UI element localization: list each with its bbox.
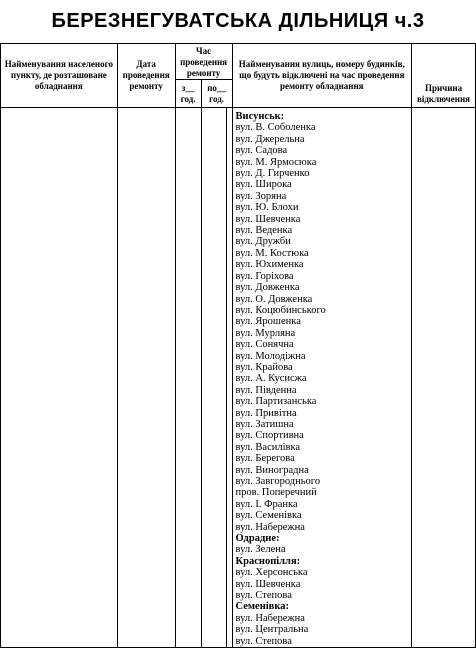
street-item: вул. Виноградна: [235, 464, 309, 476]
street-item: вул. Спортивна: [235, 430, 304, 442]
cell-reason: [412, 108, 476, 648]
header-reason: Причина відключення: [412, 68, 476, 108]
street-item: вул. І. Франка: [235, 498, 298, 510]
street-item: вул. Коцюбинського: [235, 304, 326, 316]
street-item: вул. А. Кусисжа: [235, 373, 307, 385]
village-heading: Семенівка:: [235, 601, 289, 613]
street-item: вул. Джерельна: [235, 133, 305, 145]
street-item: вул. Садова: [235, 145, 288, 157]
header-from: з__ год.: [175, 80, 201, 108]
street-item: вул. М. Ярмосюка: [235, 156, 317, 168]
cell-date: [117, 108, 175, 648]
village-heading: Одрадне:: [235, 533, 280, 545]
street-item: вул. Привітна: [235, 407, 297, 419]
street-item: вул. Ярошенка: [235, 316, 301, 328]
header-date: Дата проведення ремонту: [117, 44, 175, 108]
street-item: вул. Василівка: [235, 441, 301, 453]
street-item: пров. Поперечний: [235, 487, 317, 499]
street-item: вул. Завгороднього: [235, 476, 321, 487]
cell-to: [201, 108, 226, 648]
street-item: вул. Берегова: [235, 453, 295, 465]
street-item: вул. Партизанська: [235, 396, 317, 408]
street-item: вул. Центральна: [235, 624, 309, 636]
village-heading: Краснопілля:: [235, 555, 301, 567]
street-item: вул. Степова: [235, 590, 292, 602]
street-item: вул. Юхименка: [235, 259, 304, 271]
header-to: по__ год.: [201, 80, 232, 108]
street-item: вул. Степова: [235, 635, 292, 647]
street-item: вул. Затишна: [235, 418, 294, 430]
street-item: вул. Дружби: [235, 236, 291, 248]
header-time: Час проведення ремонту: [175, 44, 232, 80]
header-reason-empty: [412, 44, 476, 68]
street-item: вул. В. Соболенка: [235, 122, 316, 134]
header-streets: Найменування вулиць, номеру будинків, що будуть відключені на час проведення ремонту обладнання: [232, 44, 411, 108]
cell-settlement: [1, 108, 118, 648]
street-item: вул. Семенівка: [235, 510, 302, 522]
street-item: вул. Д. Гирченко: [235, 168, 310, 180]
street-list: [232, 108, 411, 648]
cell-from: [175, 108, 201, 648]
street-item: вул. Крайова: [235, 361, 293, 373]
street-item: вул. Набережна: [235, 521, 305, 533]
street-item: вул. Мурляна: [235, 327, 296, 339]
street-item: вул. Широка: [235, 179, 292, 191]
street-item: вул. Молодіжна: [235, 350, 306, 362]
street-item: вул. Набережна: [235, 612, 305, 624]
street-item: вул. Веденка: [235, 225, 293, 237]
street-item: вул. Херсонська: [235, 567, 308, 579]
street-item: вул. Ю. Блохи: [235, 202, 299, 214]
village-heading: Висунськ:: [235, 111, 285, 122]
street-item: вул. Довженка: [235, 282, 300, 294]
street-item: вул. Сонячна: [235, 339, 294, 351]
street-item: вул. Південна: [235, 384, 297, 396]
outage-table: [0, 43, 476, 648]
street-item: вул. Зелена: [235, 544, 286, 556]
street-item: вул. М. Костюка: [235, 247, 309, 259]
header-settlement: Найменування населеного пункту, де розташоване обладнання: [1, 44, 118, 108]
street-item: вул. Шевченка: [235, 213, 301, 225]
street-item: вул. Горіхова: [235, 270, 294, 282]
street-item: вул. О. Довженка: [235, 293, 313, 305]
page-title: БЕРЕЗНЕГУВАТСЬКА ДІЛЬНИЦЯ ч.3: [51, 10, 425, 32]
street-item: вул. Зоряна: [235, 190, 287, 202]
street-item: вул. Шевченка: [235, 578, 301, 590]
